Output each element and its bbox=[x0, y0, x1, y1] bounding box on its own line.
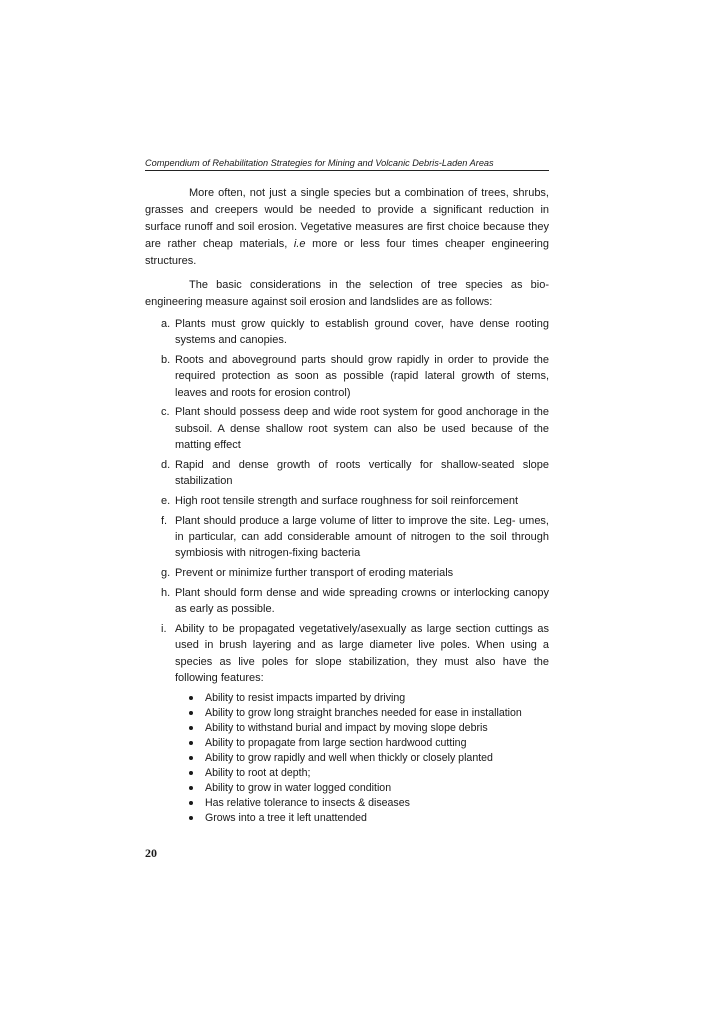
list-marker: g. bbox=[161, 567, 171, 580]
paragraph-1 bbox=[145, 185, 549, 270]
paragraph-2: The basic considerations in the selection of tree species as bio-engineering measure against soil erosion and landslides are as follows: bbox=[145, 279, 549, 308]
bullet-text: Ability to grow in water logged condition bbox=[205, 782, 392, 795]
bullet-text: Ability to withstand burial and impact by moving slope debris bbox=[205, 722, 488, 735]
bullet-icon bbox=[189, 756, 193, 760]
bullet-item bbox=[175, 691, 549, 706]
page-body bbox=[145, 158, 549, 830]
list-item bbox=[145, 565, 549, 581]
list-item-text: Plant should possess deep and wide root system for good anchorage in the subsoil. A dense shallow root system can also be used because of the matting effect bbox=[175, 406, 549, 452]
bullet-text: Ability to resist impacts imparted by driving bbox=[205, 692, 406, 705]
list-marker: e. bbox=[161, 494, 171, 507]
page-number: 20 bbox=[145, 846, 157, 860]
list-item-text: Rapid and dense growth of roots vertically for shallow-seated slope stabilization bbox=[175, 458, 549, 488]
list-marker: i. bbox=[161, 623, 167, 636]
bullet-item bbox=[175, 736, 549, 751]
list-item bbox=[145, 352, 549, 401]
list-item bbox=[145, 513, 549, 562]
list-item-text: Plant should produce a large volume of litter to improve the site. Leg- umes, in particular, can add considerable amount of nitrogen to the soil through symbiosis with nitrogen-fixing bacteria bbox=[175, 514, 549, 560]
bullet-icon bbox=[189, 726, 193, 730]
list-item bbox=[145, 493, 549, 509]
bullet-icon bbox=[189, 741, 193, 745]
list-marker: f. bbox=[161, 514, 168, 527]
bullet-icon bbox=[189, 786, 193, 790]
bullet-item bbox=[175, 766, 549, 781]
bullet-icon bbox=[189, 696, 193, 700]
bullet-text: Ability to root at depth; bbox=[205, 767, 311, 780]
bullet-text: Ability to propagate from large section hardwood cutting bbox=[205, 737, 467, 750]
list-item-text: Prevent or minimize further transport of eroding materials bbox=[175, 567, 454, 580]
list-item-text: Ability to be propagated vegetatively/asexually as large section cuttings as used in brush layering and as large diameter live poles. When using a species as live poles for slope stabilization, they must also have the following features: bbox=[175, 623, 549, 684]
list-marker: c. bbox=[161, 406, 170, 419]
bullet-icon bbox=[189, 816, 193, 820]
bullet-text: Has relative tolerance to insects & diseases bbox=[205, 797, 410, 810]
list-item-text: Plants must grow quickly to establish ground cover, have dense rooting systems and canopies. bbox=[175, 318, 549, 347]
list-marker: h. bbox=[161, 586, 171, 599]
list-item-text: High root tensile strength and surface roughness for soil reinforcement bbox=[175, 494, 519, 507]
running-header: Compendium of Rehabilitation Strategies for Mining and Volcanic Debris-Laden Areas bbox=[145, 158, 549, 171]
bullet-icon bbox=[189, 771, 193, 775]
bullet-item bbox=[175, 811, 549, 826]
bullet-item bbox=[175, 796, 549, 811]
list-item bbox=[145, 316, 549, 349]
bullet-text: Ability to grow rapidly and well when thickly or closely planted bbox=[205, 752, 493, 765]
bullet-item bbox=[175, 781, 549, 796]
list-item bbox=[145, 404, 549, 453]
list-item-text: Plant should form dense and wide spreading crowns or interlocking canopy as early as possible. bbox=[175, 586, 549, 616]
bullet-item bbox=[175, 721, 549, 736]
list-marker: b. bbox=[161, 354, 171, 367]
list-item bbox=[145, 457, 549, 490]
features-bullet-list bbox=[175, 691, 549, 826]
list-marker: d. bbox=[161, 458, 171, 471]
bullet-item bbox=[175, 751, 549, 766]
bullet-item bbox=[175, 706, 549, 721]
list-marker: a. bbox=[161, 318, 171, 330]
bullet-text: Grows into a tree it left unattended bbox=[205, 812, 367, 825]
paragraph-1-italic: i.e bbox=[293, 238, 306, 250]
paragraph-1-text-end: more or less four times cheaper engineering structures. bbox=[145, 238, 549, 267]
paragraph-1-text: More often, not just a single species but a combination of trees, shrubs, grasses and creepers would be needed to provide a significant reduction in surface runoff and soil erosion. Vegetative measures are first choice because they are rather cheap materials, bbox=[145, 187, 549, 250]
list-item bbox=[145, 585, 549, 618]
list-item bbox=[145, 621, 549, 826]
bullet-icon bbox=[189, 711, 193, 715]
bullet-text: Ability to grow long straight branches needed for ease in installation bbox=[205, 707, 522, 720]
considerations-list bbox=[145, 316, 549, 826]
list-item-text: Roots and aboveground parts should grow rapidly in order to provide the required protection as soon as possible (rapid lateral growth of stems, leaves and roots for erosion control) bbox=[175, 354, 549, 399]
bullet-icon bbox=[189, 801, 193, 805]
